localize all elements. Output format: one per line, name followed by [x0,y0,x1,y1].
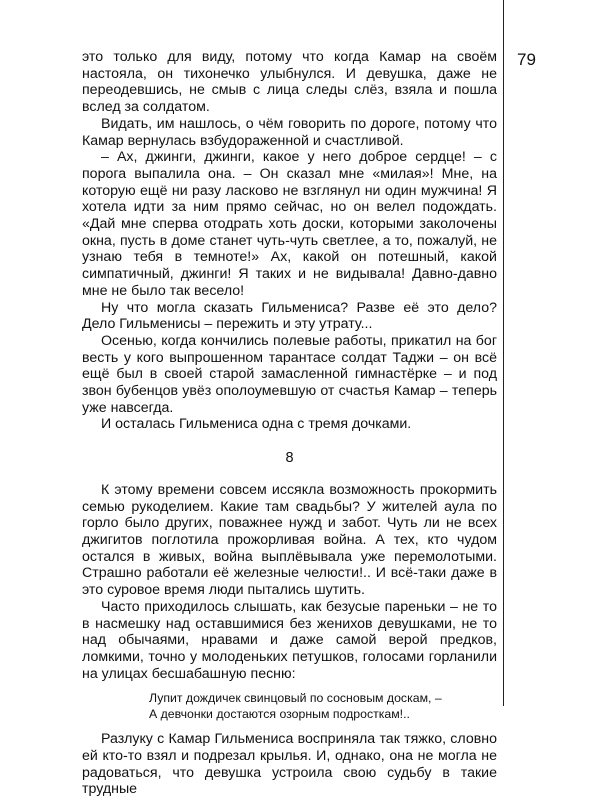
paragraph: это только для виду, потому что когда Камар на своём настояла, он тихонечко улыбнулся. И девушка, даже не переодевшись, не смыв с лица следы слёз, взяла и пошла вслед за солдатом. [82,49,497,116]
paragraph: К этому времени совсем иссякла возможность прокормить семью рукоделием. Какие там свадьбы? У жителей аула по горло было других, поважнее нужд и забот. Чуть ли не всех джигитов поглотила прожорливая война. А тех, кто чудом остался в живых, война выплёвывала уже перемолотыми. Страшно работали её железные челюсти!.. И всё-таки даже в это суровое время люди пытались шутить. [82,481,497,599]
page-margin-line [503,0,504,706]
paragraph: Ну что могла сказать Гильмениса? Разве её это дело? Дело Гильменисы – пережить и эту утрату... [82,299,497,333]
paragraph: – Ах, джинги, джинги, какое у него доброе сердце! – с порога выпалила она. – Он сказал мне «милая»! Мне, на которую ещё ни разу ласково не взглянул ни один мужчина! Я хотела идти за ним прямо сейчас, но он велел подождать. «Дай мне сперва отодрать хоть доски, которыми заколочены окна, пусть в доме станет чуть-чуть светлее, а то, пожалуй, не узнаю тебя в темноте!» Ах, какой он потешный, какой симпатичный, джинги! Я таких и не видывала! Давно-давно мне не было так весело! [82,149,497,299]
verse-line: Лупит дождичек свинцовый по сосновым доскам, – [149,691,442,706]
text-column [82,49,497,798]
paragraph: Разлуку с Камар Гильмениса восприняла так тяжко, словно ей кто-то взял и подрезал крылья. И, однако, она не могла не радоваться, что девушка устроила свою судьбу в такие трудные [82,731,497,798]
paragraph: Часто приходилось слышать, как безусые пареньки – не то в насмешку над оставшимися без женихов девушками, не то над обычаями, нравами и даже самой верой предков, ломкими, точно у молоденьких петушков, голосами горланили на улицах бесшабашную песню: [82,598,497,682]
paragraph: И осталась Гильмениса одна с тремя дочками. [101,416,412,433]
verse [149,691,497,722]
page-number: 79 [517,50,536,69]
verse-line: А девчонки достаются озорным подросткам!.. [149,706,410,721]
paragraph: Осенью, когда кончились полевые работы, прикатил на бог весть у кого выпрошенном тарантасе солдат Таджи – он всё ещё был в своей старой замасленной гимнастёрке – и под звон бубенцов увёз ополоумевшую от счастья Камар – теперь уже навсегда. [82,332,497,416]
paragraph: Видать, им нашлось, о чём говорить по дороге, потому что Камар вернулась взбудораженной и счастливой. [82,115,497,149]
chapter-number: 8 [285,450,294,467]
